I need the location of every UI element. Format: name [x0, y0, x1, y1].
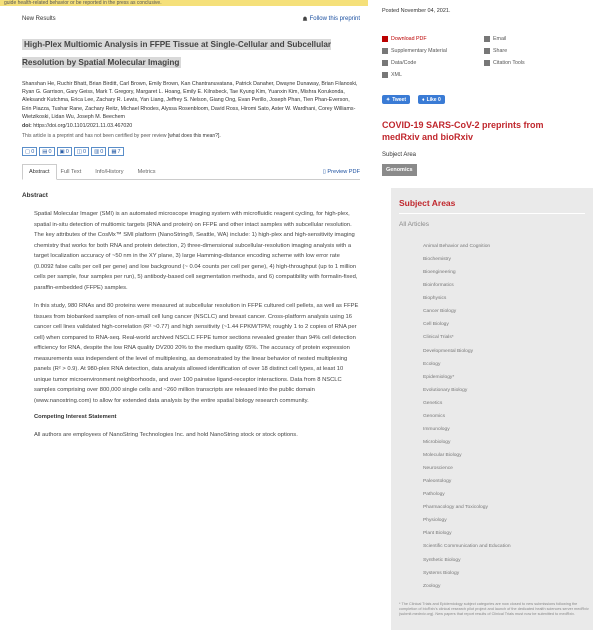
- subject-link[interactable]: Animal Behavior and Cognition: [423, 244, 491, 249]
- metric-value: 7: [117, 148, 121, 155]
- metric-value: 0: [100, 148, 104, 155]
- metric-value: 0: [83, 148, 87, 155]
- code-icon: [382, 60, 388, 66]
- comment-icon: ▢: [25, 148, 31, 155]
- subject-link[interactable]: Systems Biology: [423, 570, 460, 576]
- download-pdf-link[interactable]: [382, 33, 447, 45]
- xml-icon: [382, 72, 388, 78]
- link-label: Citation Tools: [493, 60, 525, 66]
- folder-icon: [382, 48, 388, 54]
- tab-abstract[interactable]: Abstract: [22, 164, 57, 180]
- doi-label: doi:: [22, 123, 32, 130]
- title-wrap: [22, 34, 344, 70]
- group-icon: ▥: [94, 148, 100, 155]
- subject-link[interactable]: Genomics: [423, 413, 446, 419]
- subject-link[interactable]: Paleontology: [423, 479, 452, 485]
- author-list[interactable]: Shanshan He, Ruchir Bhatt, Brian Birditt, Carl Brown, Emily Brown, Kan Chantranuvatana, Patrick Danaher, Dwayne Dunaway, Brian Filanoski, Ryan G. Garrison, Gary Geiss, Mark T. Gregory, Margaret L. Hoang, Emily E. Kilnsbeck, Tae Kyung Kim, Yuanxin Kim, Mishra Korukonda, Aleksandr Kutchma, Erica Lee, Zachary R. Lewis, Yan Liang, Jeffrey S. Nelson, Giang Ong, Evan Perillo, Joseph Phan, Tien Phan-Everson, Erin Piazza, Tushar Rane, Zachary Reitz, Michael Rhodes, Alyssa Rosenbloom, David Ross, Hiromi Sato, Aster W. Wardhani, Corey Williams-Wietzikoski, Lidan Wu, Joseph M. Beechem: [22, 81, 358, 120]
- subject-link[interactable]: Microbiology: [423, 439, 451, 445]
- twitter-icon: ✦: [386, 96, 391, 103]
- sidebar-links-right: [484, 33, 525, 69]
- article-header: [22, 16, 360, 22]
- abstract-body: [22, 209, 360, 406]
- article-title: High-Plex Multiomic Analysis in FFPE Tissue at Single-Cellular and Subcellular Resolution by Spatial Molecular Imaging: [22, 40, 332, 67]
- subject-link[interactable]: Ecology: [423, 361, 441, 367]
- link-label: XML: [391, 72, 402, 78]
- subject-link[interactable]: Pathology: [423, 492, 445, 498]
- link-label: Download PDF: [391, 36, 427, 42]
- subject-link[interactable]: Cell Biology: [423, 322, 449, 328]
- social-buttons: [382, 95, 445, 104]
- subject-link[interactable]: Scientific Communication and Education: [423, 544, 511, 550]
- like-label: Like 0: [426, 96, 441, 103]
- abstract-paragraph-2: In this study, 980 RNAs and 80 proteins were measured at subcellular resolution in FFPE cultured cell pellets, as well as FFPE tissues from biobanked samples of non-small cell lung cancer (NSCLC) and breast cancer. Cross-platform analysis using 16 cancer cell lines validated high-correlation (R² ~0.77) and high sensitivity (~1.44 FPKM/TPM; roughly 1 to 2 copies of RNA per cell) when compared to RNA-seq. Real-world archived NSCLC FFPE tumor sections revealed greater than 94% cell detection efficiency for RNA, despite the low RNA quality DV200 20% to the medium quality 65%. The accuracy of protein expression measurements was independent of the level of multiplexing, as demonstrated by the linear behavior of nested multiplexing panels (R² > 0.9). At 980-plex RNA detection, data analysis allowed identification of over 18 distinct cell types, at least 10 unique tumor microenvironment neighborhoods, and over 100 pairwise ligand-receptor interactions. Data from 8 NSCLC samples comprising over 800,000 single cells and ~260 million transcripts are released into the public domain (www.nanostring.com) to allow for extended data analysis by the entire spatial biology research community.: [34, 303, 359, 404]
- badge-icon: ▣: [59, 148, 65, 155]
- pdf-icon: [382, 36, 388, 42]
- envelope-icon: [484, 36, 490, 42]
- metric-value: 0: [48, 148, 52, 155]
- email-link[interactable]: [484, 33, 525, 45]
- article-main: [22, 16, 360, 440]
- subject-link[interactable]: Biochemistry: [423, 257, 451, 263]
- subject-link[interactable]: Zoology: [423, 583, 441, 589]
- preprint-note: [22, 133, 360, 139]
- preview-pdf-label: Preview PDF: [327, 169, 360, 176]
- xml-link[interactable]: [382, 69, 447, 81]
- subject-link[interactable]: Genetics: [423, 400, 443, 406]
- abstract-heading: Abstract: [22, 192, 48, 200]
- doi-link[interactable]: https://doi.org/10.1101/2021.11.03.467020: [33, 123, 133, 130]
- all-articles-link[interactable]: All Articles: [399, 221, 429, 228]
- tweet-button[interactable]: [382, 95, 410, 104]
- subject-link[interactable]: Biophysics: [423, 296, 447, 302]
- subject-link[interactable]: Pharmacology and Toxicology: [423, 505, 488, 511]
- preprint-note-text: This article is a preprint and has not been certified by peer review: [22, 133, 167, 140]
- subject-link[interactable]: Cancer Biology: [423, 309, 457, 315]
- altmetric-row: [22, 147, 360, 156]
- metric-value: 0: [65, 148, 69, 155]
- tab-metrics[interactable]: Metrics: [137, 169, 156, 176]
- data-code-link[interactable]: [382, 57, 447, 69]
- subject-link[interactable]: Bioinformatics: [423, 283, 454, 289]
- doi-line: [22, 123, 360, 129]
- bell-icon: [302, 16, 308, 22]
- subject-list: [423, 240, 511, 593]
- tab-info-history[interactable]: Info/History: [95, 169, 124, 176]
- subject-link[interactable]: Synthetic Biology: [423, 557, 461, 563]
- metric-value: 0: [31, 148, 35, 155]
- metric-badge[interactable]: [57, 147, 72, 156]
- follow-label: Follow this preprint: [309, 16, 360, 22]
- notice-text: guide health-related behavior or be reported in the press as conclusive.: [4, 0, 162, 6]
- competing-interest-text: All authors are employees of NanoString Technologies Inc. and hold NanoString stock or stock options.: [34, 432, 298, 439]
- tweet-icon: ▦: [111, 148, 117, 155]
- like-button[interactable]: [418, 95, 445, 104]
- link-label: Email: [493, 36, 507, 42]
- subject-link[interactable]: Molecular Biology: [423, 453, 462, 458]
- what-does-this-mean-link[interactable]: [what does this mean?].: [167, 133, 221, 140]
- pdf-icon: ▯: [322, 169, 326, 176]
- share-icon: [484, 48, 490, 54]
- panel-divider: [399, 213, 585, 214]
- follow-preprint-link[interactable]: [302, 16, 360, 22]
- link-label: Data/Code: [391, 60, 417, 66]
- subject-link[interactable]: Immunology: [423, 426, 450, 432]
- metric-group[interactable]: [91, 147, 106, 156]
- abstract-paragraph-1: Spatial Molecular Imager (SMI) is an automated microscope imaging system with microfluidic reagent cycling, for high-plex, spatial in-situ detection of multiomic targets (RNA and protein) on FFPE and other intact samples with subcellular resolution. The key attributes of the CosMx™ SMI platform (NanoString®, Seattle, WA) include: 1) high-plex and high-sensitivity imaging chemistry that works for both RNA and protein detection, 2) three-dimensional subcellular-resolution imaging analysis with a target localization accuracy of ~50 nm in the XY plane, 3) large Hamming-distance encoding scheme with low error rate (0.0092 false calls per cell per gene) and low background (~ 0.04 counts per cell per gene), 4) high-throughput (up to 1 million cells per sample, four samples per run), 5) antibody-based cell segmentation methods, and 6) compatibility with formalin-fixed, paraffin-embedded (FFPE) samples.: [34, 211, 358, 291]
- subject-badge[interactable]: Genomics: [382, 164, 417, 176]
- thumbs-up-icon: ♦: [422, 96, 425, 103]
- metric-share[interactable]: [74, 147, 89, 156]
- subject-link[interactable]: Epidemiology*: [423, 374, 455, 380]
- subject-link[interactable]: Physiology: [423, 518, 447, 524]
- sidebar-links-left: [382, 33, 447, 81]
- tweet-label: Tweet: [392, 96, 407, 103]
- preview-pdf-link[interactable]: [323, 169, 360, 179]
- supplementary-link[interactable]: [382, 45, 447, 57]
- covid-preprints-link[interactable]: COVID-19 SARS-CoV-2 preprints from medRxiv and bioRxiv: [382, 120, 544, 142]
- subject-link[interactable]: Evolutionary Biology: [423, 387, 468, 393]
- tab-full-text[interactable]: Full Text: [60, 169, 82, 176]
- subject-areas-heading: Subject Areas: [399, 198, 456, 208]
- subject-link[interactable]: Neuroscience: [423, 466, 453, 472]
- citation-tools-link[interactable]: [484, 57, 525, 69]
- metric-tweets[interactable]: [108, 147, 123, 156]
- link-label: Supplementary Material: [391, 48, 447, 54]
- metric-comments[interactable]: [22, 147, 37, 156]
- notice-banner: [0, 0, 368, 6]
- posted-date: Posted November 04, 2021.: [382, 8, 451, 14]
- article-tabs: [22, 164, 360, 180]
- subject-areas-panel: [391, 188, 593, 630]
- share-link[interactable]: [484, 45, 525, 57]
- subject-link[interactable]: Bioengineering: [423, 270, 456, 276]
- subject-area-heading: Subject Area: [382, 152, 417, 158]
- subject-link[interactable]: Developmental Biology: [423, 348, 474, 354]
- new-results-label: New Results: [22, 16, 56, 22]
- chart-icon: ▤: [42, 148, 48, 155]
- competing-interest-heading: Competing Interest Statement: [34, 414, 117, 421]
- subject-link[interactable]: Plant Biology: [423, 531, 452, 537]
- subject-link[interactable]: Clinical Trials*: [423, 335, 454, 341]
- quote-icon: [484, 60, 490, 66]
- metric-chart[interactable]: [39, 147, 54, 156]
- subject-footnote: * The Clinical Trials and Epidemiology subject categories are now closed to new submissions following the completion of bioRxiv's clinical research pilot project and launch of the dedicated health sciences server medRxiv (submit.medrxiv.org). New papers that report results of Clinical Trials must now be submitted to medRxiv.: [399, 602, 589, 616]
- link-label: Share: [493, 48, 508, 54]
- share-icon: ◫: [76, 148, 82, 155]
